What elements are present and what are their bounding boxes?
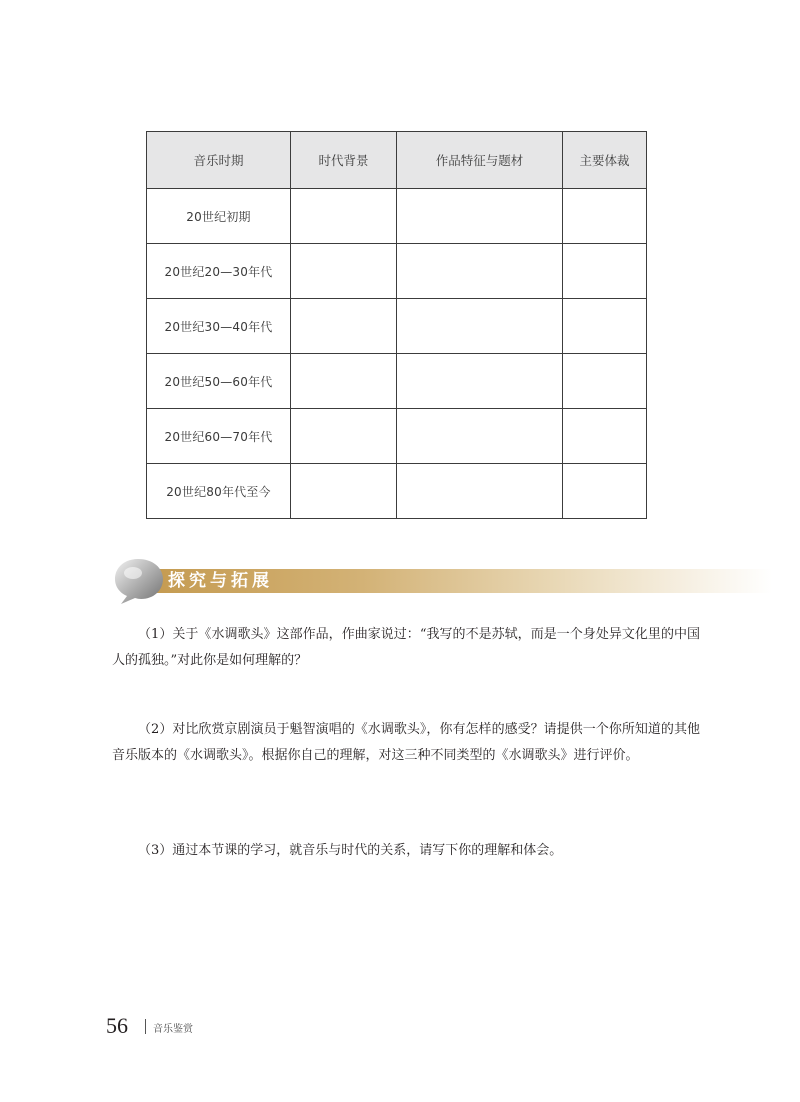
page-number: 56 bbox=[106, 1013, 128, 1038]
blank-cell[interactable] bbox=[563, 464, 647, 519]
blank-cell[interactable] bbox=[563, 189, 647, 244]
blank-cell[interactable] bbox=[563, 244, 647, 299]
period-cell: 20世纪30—40年代 bbox=[147, 299, 291, 354]
blank-cell[interactable] bbox=[563, 409, 647, 464]
table-row bbox=[147, 299, 647, 354]
question-1-text: （1）关于《水调歌头》这部作品，作曲家说过：“我写的不是苏轼，而是一个身处异文化里的中国人的孤独。”对此你是如何理解的？ bbox=[112, 627, 700, 668]
section-title: 探究与拓展 bbox=[168, 571, 273, 591]
blank-cell[interactable] bbox=[397, 189, 563, 244]
footer-divider bbox=[145, 1019, 146, 1034]
blank-cell[interactable] bbox=[397, 244, 563, 299]
table-row bbox=[147, 464, 647, 519]
blank-cell[interactable] bbox=[397, 409, 563, 464]
table-row bbox=[147, 189, 647, 244]
blank-cell[interactable] bbox=[291, 189, 397, 244]
blank-cell[interactable] bbox=[397, 464, 563, 519]
speech-bubble-icon bbox=[112, 556, 172, 606]
question-3-text: （3）通过本节课的学习，就音乐与时代的关系，请写下你的理解和体会。 bbox=[138, 843, 563, 858]
music-era-table bbox=[146, 131, 647, 519]
blank-cell[interactable] bbox=[291, 409, 397, 464]
period-cell: 20世纪60—70年代 bbox=[147, 409, 291, 464]
table-header-row bbox=[147, 132, 647, 189]
blank-cell[interactable] bbox=[291, 464, 397, 519]
question-3 bbox=[112, 838, 700, 864]
blank-cell[interactable] bbox=[563, 354, 647, 409]
blank-cell[interactable] bbox=[397, 354, 563, 409]
blank-cell[interactable] bbox=[291, 354, 397, 409]
question-1 bbox=[112, 622, 700, 673]
table-row bbox=[147, 409, 647, 464]
question-2-text: （2）对比欣赏京剧演员于魁智演唱的《水调歌头》，你有怎样的感受？请提供一个你所知道的其他音乐版本的《水调歌头》。根据你自己的理解，对这三种不同类型的《水调歌头》进行评价。 bbox=[112, 722, 700, 763]
blank-cell[interactable] bbox=[563, 299, 647, 354]
header-work-features: 作品特征与题材 bbox=[397, 132, 563, 189]
section-header-explore-extend bbox=[112, 556, 772, 606]
blank-cell[interactable] bbox=[291, 244, 397, 299]
period-cell: 20世纪80年代至今 bbox=[147, 464, 291, 519]
period-cell: 20世纪初期 bbox=[147, 189, 291, 244]
header-music-period: 音乐时期 bbox=[147, 132, 291, 189]
blank-cell[interactable] bbox=[291, 299, 397, 354]
period-cell: 20世纪20—30年代 bbox=[147, 244, 291, 299]
question-2 bbox=[112, 717, 700, 768]
book-title: 音乐鉴赏 bbox=[153, 1024, 193, 1035]
period-cell: 20世纪50—60年代 bbox=[147, 354, 291, 409]
table-row bbox=[147, 354, 647, 409]
table-row bbox=[147, 244, 647, 299]
header-era-background: 时代背景 bbox=[291, 132, 397, 189]
header-main-genre: 主要体裁 bbox=[563, 132, 647, 189]
blank-cell[interactable] bbox=[397, 299, 563, 354]
